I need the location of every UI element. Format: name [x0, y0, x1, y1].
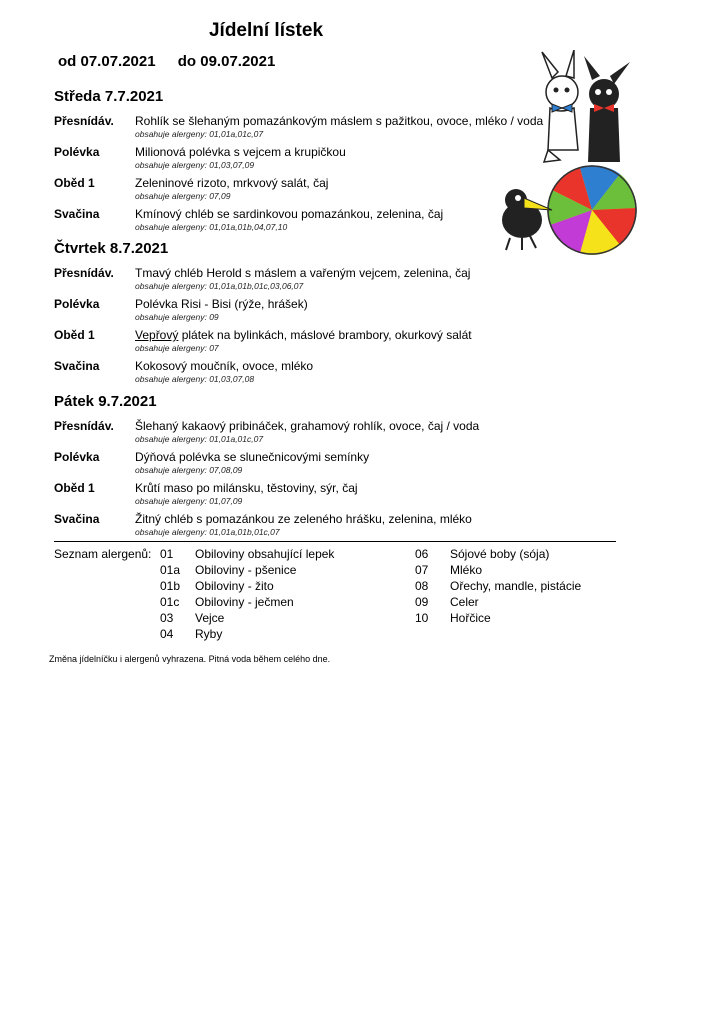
footer-note: Změna jídelníčku i alergenů vyhrazena. Pitná voda během celého dne. — [49, 654, 331, 664]
legend-code: 01c — [160, 595, 180, 609]
meal-row — [54, 207, 634, 238]
legend-code: 08 — [415, 579, 429, 593]
page-title: Jídelní lístek — [208, 20, 324, 41]
meal-row — [54, 297, 634, 328]
meal-allergens: obsahuje alergeny: 01,01a,01b,01c,03,06,07 — [135, 281, 304, 291]
day-title: Pátek 9.7.2021 — [54, 393, 157, 410]
meal-description: Dýňová polévka se slunečnicovými semínky — [135, 450, 370, 464]
meal-description: Žitný chléb s pomazánkou ze zeleného hrášku, zelenina, mléko — [135, 512, 472, 526]
meal-label: Oběd 1 — [54, 176, 95, 190]
to-label: do — [177, 53, 197, 70]
meal-description-rest: plátek na bylinkách, máslové brambory, okurkový salát — [178, 328, 472, 342]
legend-name: Celer — [450, 595, 479, 609]
from-date: 07.07.2021 — [80, 53, 156, 70]
meal-row — [54, 176, 634, 207]
meal-allergens: obsahuje alergeny: 01,03,07,08 — [135, 374, 255, 384]
legend-name: Obiloviny - pšenice — [195, 563, 297, 577]
meal-allergens: obsahuje alergeny: 07,09 — [135, 191, 231, 201]
legend-name: Ořechy, mandle, pistácie — [450, 579, 582, 593]
legend-code: 01b — [160, 579, 181, 593]
legend-name: Sójové boby (sója) — [450, 547, 550, 561]
meal-description: Zeleninové rizoto, mrkvový salát, čaj — [135, 176, 329, 190]
meal-description: Tmavý chléb Herold s máslem a vařeným vejcem, zelenina, čaj — [135, 266, 471, 280]
day-section — [54, 393, 634, 543]
meal-row — [54, 328, 634, 359]
day-section — [54, 88, 634, 238]
meal-row — [54, 145, 634, 176]
to-date: 09.07.2021 — [200, 53, 276, 70]
meal-row — [54, 266, 634, 297]
legend-name: Mléko — [450, 563, 483, 577]
meal-allergens: obsahuje alergeny: 01,03,07,09 — [135, 160, 255, 170]
meal-allergens: obsahuje alergeny: 01,01a,01c,07 — [135, 434, 264, 444]
meal-description: Milionová polévka s vejcem a krupičkou — [135, 145, 346, 159]
meal-row — [54, 419, 634, 450]
legend-code: 01a — [160, 563, 181, 577]
meal-allergens: obsahuje alergeny: 07,08,09 — [135, 465, 243, 475]
meal-label: Přesnídáv. — [54, 266, 114, 280]
meal-description — [135, 328, 472, 342]
legend-name: Obiloviny - ječmen — [195, 595, 294, 609]
meal-row — [54, 114, 634, 145]
day-title: Středa 7.7.2021 — [54, 88, 164, 105]
meal-description: Šlehaný kakaový pribináček, grahamový rohlík, ovoce, čaj / voda — [135, 419, 480, 433]
meal-description: Polévka Risi - Bisi (rýže, hrášek) — [135, 297, 308, 311]
meal-label: Svačina — [54, 359, 100, 373]
meal-label: Přesnídáv. — [54, 419, 114, 433]
legend-name: Obiloviny obsahující lepek — [195, 547, 335, 561]
meal-allergens: obsahuje alergeny: 09 — [135, 312, 219, 322]
meal-description: Kmínový chléb se sardinkovou pomazánkou, zelenina, čaj — [135, 207, 444, 221]
legend-name: Vejce — [195, 611, 225, 625]
legend-name: Ryby — [195, 627, 223, 641]
meal-allergens: obsahuje alergeny: 07 — [135, 343, 219, 353]
meal-row — [54, 450, 634, 481]
meal-allergens: obsahuje alergeny: 01,01a,01c,07 — [135, 129, 264, 139]
meal-row — [54, 512, 634, 543]
meal-description: Rohlík se šlehaným pomazánkovým máslem s pažitkou, ovoce, mléko / voda — [135, 114, 544, 128]
meal-description: Kokosový moučník, ovoce, mléko — [135, 359, 314, 373]
legend-code: 03 — [160, 611, 174, 625]
legend-name: Hořčice — [450, 611, 491, 625]
legend-name: Obiloviny - žito — [195, 579, 274, 593]
day-section — [54, 240, 634, 390]
meal-label: Polévka — [54, 297, 100, 311]
meal-allergens: obsahuje alergeny: 01,07,09 — [135, 496, 243, 506]
meal-allergens: obsahuje alergeny: 01,01a,01b,01c,07 — [135, 527, 280, 537]
meal-description-underlined: Vepřový — [135, 328, 179, 342]
meal-allergens: obsahuje alergeny: 01,01a,01b,04,07,10 — [135, 222, 288, 232]
legend-code: 10 — [415, 611, 429, 625]
meal-row — [54, 359, 634, 390]
meal-row — [54, 481, 634, 512]
day-title: Čtvrtek 8.7.2021 — [54, 240, 169, 257]
date-range — [58, 53, 275, 70]
legend-code: 01 — [160, 547, 174, 561]
legend-code: 06 — [415, 547, 429, 561]
meal-label: Oběd 1 — [54, 481, 95, 495]
meal-label: Oběd 1 — [54, 328, 95, 342]
from-label: od — [58, 53, 77, 70]
meal-description: Krůtí maso po milánsku, těstoviny, sýr, čaj — [135, 481, 358, 495]
meal-label: Přesnídáv. — [54, 114, 114, 128]
legend-code: 09 — [415, 595, 429, 609]
meal-label: Polévka — [54, 450, 100, 464]
legend-code: 04 — [160, 627, 174, 641]
meal-label: Svačina — [54, 207, 100, 221]
divider — [54, 541, 616, 542]
meal-label: Polévka — [54, 145, 100, 159]
legend-label: Seznam alergenů: — [54, 547, 152, 561]
meal-label: Svačina — [54, 512, 100, 526]
legend-code: 07 — [415, 563, 429, 577]
